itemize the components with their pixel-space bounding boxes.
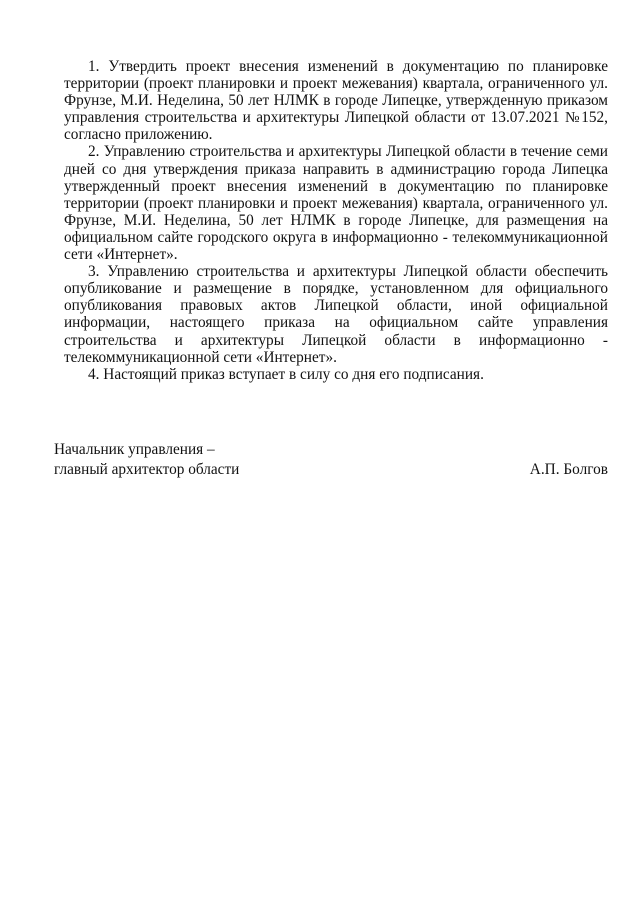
paragraph-1: 1. Утвердить проект внесения изменений в документацию по планировке территории (проект планировки и проект межевания) квартала, ограниченного ул. Фрунзе, М.И. Неделина, 50 лет НЛМК в городе Липецке, утвержденную приказом управления строительства и архитектуры Липецкой области от 13.07.2021 №152, согласно приложению.: [64, 58, 608, 144]
paragraph-2: 2. Управлению строительства и архитектуры Липецкой области в течение семи дней со дня утверждения приказа направить в администрацию города Липецка утвержденный проект внесения изменений в документацию по планировке территории (проект планировки и проект межевания) квартала, ограниченного ул. Фрунзе, М.И. Неделина, 50 лет НЛМК в городе Липецке, для размещения на официальном сайте городского округа в информационно - телекоммуникационной сети «Интернет».: [64, 143, 608, 264]
signature-block: [54, 440, 608, 480]
paragraph-4: 4. Настоящий приказ вступает в силу со дня его подписания.: [88, 365, 484, 383]
order-body: [64, 58, 608, 383]
signatory-position-line1: Начальник управления –: [54, 441, 215, 458]
paragraph-3: 3. Управлению строительства и архитектуры Липецкой области обеспечить опубликование и размещение в порядке, установленном для официального опубликования правовых актов Липецкой области, иной официальной информации, настоящего приказа на официальном сайте управления строительства и архитектуры Липецкой области в информационно - телекоммуникационной сети «Интернет».: [64, 263, 608, 366]
signatory-position-line2: главный архитектор области: [54, 461, 240, 478]
signature-row: [54, 460, 608, 480]
signatory-name: А.П. Болгов: [529, 461, 608, 478]
